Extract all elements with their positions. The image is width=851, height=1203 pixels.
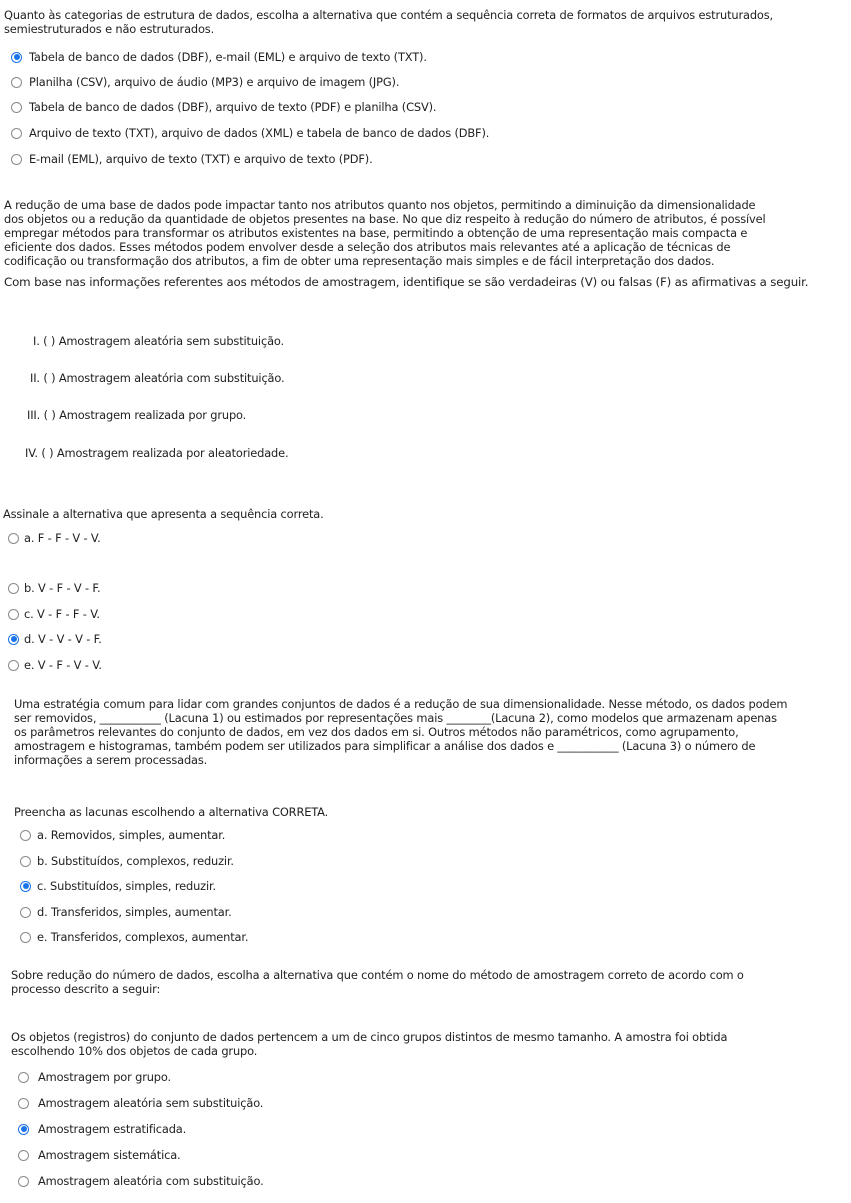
- q4-radio-5[interactable]: [18, 1176, 29, 1187]
- q4-option-3[interactable]: [18, 1120, 186, 1138]
- q3-paragraph-line-1: Uma estratégia comum para lidar com grandes conjuntos de dados é a redução de sua dimensionalidade. Nesse método, os dados podem: [14, 697, 788, 711]
- q4-option-1[interactable]: [18, 1068, 171, 1086]
- q3-option-a[interactable]: [20, 826, 225, 844]
- q2-statement-4-num: IV.: [25, 446, 38, 460]
- q3-option-d[interactable]: [20, 903, 232, 921]
- q4-option-2[interactable]: [18, 1094, 263, 1112]
- q4-prompt-line-1: Sobre redução do número de dados, escolha a alternativa que contém o nome do método de amostragem correto de acordo com o: [11, 968, 744, 982]
- q4-option-5-label: Amostragem aleatória com substituição.: [38, 1174, 264, 1188]
- q1-option-5[interactable]: [11, 150, 373, 168]
- q4-description-line-1: Os objetos (registros) do conjunto de dados pertencem a um de cinco grupos distintos de mesmo tamanho. A amostra foi obtida: [11, 1030, 728, 1044]
- q3-paragraph-line-3: os parâmetros relevantes do conjunto de dados, em vez dos dados em si. Outros métodos não paramétricos, como agrupamento,: [14, 725, 739, 739]
- q1-option-1-label: Tabela de banco de dados (DBF), e-mail (EML) e arquivo de texto (TXT).: [29, 50, 427, 64]
- q2-prompt: Assinale a alternativa que apresenta a sequência correta.: [3, 507, 324, 521]
- q3-option-d-label: d. Transferidos, simples, aumentar.: [37, 905, 232, 919]
- q2-radio-e[interactable]: [8, 660, 19, 671]
- q1-radio-5[interactable]: [11, 154, 22, 165]
- q2-option-a-label: a. F - F - V - V.: [24, 531, 101, 545]
- q1-radio-1[interactable]: [11, 52, 22, 63]
- q4-radio-2[interactable]: [18, 1098, 29, 1109]
- q2-statement-3: [27, 408, 246, 422]
- q3-paragraph-line-4: amostragem e histogramas, também podem ser utilizados para simplificar a análise dos dados e ___________ (Lacuna 3) o número de: [14, 739, 756, 753]
- q1-option-5-label: E-mail (EML), arquivo de texto (TXT) e arquivo de texto (PDF).: [29, 152, 373, 166]
- q4-radio-3[interactable]: [18, 1124, 29, 1135]
- q2-statement-3-text: ( ) Amostragem realizada por grupo.: [43, 408, 247, 422]
- q2-option-e-label: e. V - F - V - V.: [24, 658, 102, 672]
- q3-option-e[interactable]: [20, 928, 248, 946]
- q2-radio-d[interactable]: [8, 634, 19, 645]
- q2-paragraph-line-1: A redução de uma base de dados pode impactar tanto nos atributos quanto nos objetos, permitindo a diminuição da dimensionalidade: [4, 198, 756, 212]
- q2-option-e[interactable]: [8, 656, 102, 674]
- q2-option-a[interactable]: [8, 529, 101, 547]
- q2-radio-c[interactable]: [8, 609, 19, 620]
- q2-option-b[interactable]: [8, 579, 100, 597]
- q2-option-c[interactable]: [8, 605, 100, 623]
- q2-statement-1-text: ( ) Amostragem aleatória sem substituição.: [43, 334, 284, 348]
- q2-option-d-label: d. V - V - V - F.: [24, 632, 102, 646]
- q2-radio-b[interactable]: [8, 583, 19, 594]
- q1-prompt-line-1: Quanto às categorias de estrutura de dados, escolha a alternativa que contém a sequência correta de formatos de arquivos estruturados,: [4, 8, 773, 22]
- q3-option-c-label: c. Substituídos, simples, reduzir.: [37, 879, 216, 893]
- q2-paragraph-line-4: eficiente dos dados. Esses métodos podem envolver desde a seleção dos atributos mais relevantes até a aplicação de técnicas de: [4, 240, 731, 254]
- q2-statement-4-text: ( ) Amostragem realizada por aleatoriedade.: [41, 446, 289, 460]
- q3-prompt: Preencha as lacunas escolhendo a alternativa CORRETA.: [14, 805, 329, 819]
- q3-paragraph-line-5: informações a serem processadas.: [14, 753, 208, 767]
- q3-option-c[interactable]: [20, 877, 216, 895]
- q4-option-5[interactable]: [18, 1172, 264, 1190]
- q2-statement-2-text: ( ) Amostragem aleatória com substituição.: [43, 371, 285, 385]
- q2-paragraph-line-5: codificação ou transformação dos atributos, a fim de obter uma representação mais simples e de fácil interpretação dos dados.: [4, 254, 715, 268]
- q3-radio-b[interactable]: [20, 856, 31, 867]
- q1-radio-2[interactable]: [11, 77, 22, 88]
- q2-paragraph-line-2: dos objetos ou a redução da quantidade de objetos presentes na base. No que diz respeito à redução do número de atributos, é possível: [4, 212, 766, 226]
- q4-option-4[interactable]: [18, 1146, 181, 1164]
- q2-option-d[interactable]: [8, 630, 102, 648]
- q2-statement-2: [30, 371, 284, 385]
- q1-option-1[interactable]: [11, 48, 427, 66]
- q3-radio-c[interactable]: [20, 881, 31, 892]
- q2-statement-3-num: III.: [27, 408, 41, 422]
- q2-statement-2-num: II.: [30, 371, 40, 385]
- q2-paragraph-line-3: empregar métodos para transformar os atributos existentes na base, permitindo a obtenção de uma representação mais compacta e: [4, 226, 748, 240]
- q4-radio-4[interactable]: [18, 1150, 29, 1161]
- q1-option-3-label: Tabela de banco de dados (DBF), arquivo de texto (PDF) e planilha (CSV).: [29, 100, 437, 114]
- q3-option-e-label: e. Transferidos, complexos, aumentar.: [37, 930, 249, 944]
- q4-option-1-label: Amostragem por grupo.: [38, 1070, 171, 1084]
- q1-option-2-label: Planilha (CSV), arquivo de áudio (MP3) e arquivo de imagem (JPG).: [29, 75, 400, 89]
- q3-radio-e[interactable]: [20, 932, 31, 943]
- q1-option-3[interactable]: [11, 98, 436, 116]
- q3-option-b[interactable]: [20, 852, 234, 870]
- q1-radio-4[interactable]: [11, 128, 22, 139]
- q3-radio-d[interactable]: [20, 907, 31, 918]
- q1-radio-3[interactable]: [11, 102, 22, 113]
- q1-option-4[interactable]: [11, 124, 489, 142]
- q4-description-line-2: escolhendo 10% dos objetos de cada grupo.: [11, 1044, 258, 1058]
- q4-option-3-label: Amostragem estratificada.: [38, 1122, 187, 1136]
- q4-radio-1[interactable]: [18, 1072, 29, 1083]
- q2-statement-1-num: I.: [33, 334, 40, 348]
- q1-option-2[interactable]: [11, 73, 399, 91]
- q2-statement-1: [33, 334, 284, 348]
- q3-radio-a[interactable]: [20, 830, 31, 841]
- q3-option-b-label: b. Substituídos, complexos, reduzir.: [37, 854, 234, 868]
- q2-statement-4: [25, 446, 288, 460]
- q2-option-b-label: b. V - F - V - F.: [24, 581, 101, 595]
- q2-radio-a[interactable]: [8, 533, 19, 544]
- q1-prompt-line-2: semiestruturados e não estruturados.: [4, 22, 215, 36]
- q2-instruction: Com base nas informações referentes aos métodos de amostragem, identifique se são verdadeiras (V) ou falsas (F) as afirmativas a seguir.: [4, 275, 809, 289]
- q3-option-a-label: a. Removidos, simples, aumentar.: [37, 828, 226, 842]
- q2-option-c-label: c. V - F - F - V.: [24, 607, 100, 621]
- q4-option-2-label: Amostragem aleatória sem substituição.: [38, 1096, 264, 1110]
- q3-paragraph-line-2: ser removidos, ___________ (Lacuna 1) ou estimados por representações mais ________(Lacuna 2), como modelos que armazenam apenas: [14, 711, 777, 725]
- q1-option-4-label: Arquivo de texto (TXT), arquivo de dados (XML) e tabela de banco de dados (DBF).: [29, 126, 490, 140]
- q4-option-4-label: Amostragem sistemática.: [38, 1148, 181, 1162]
- q4-prompt-line-2: processo descrito a seguir:: [11, 982, 161, 996]
